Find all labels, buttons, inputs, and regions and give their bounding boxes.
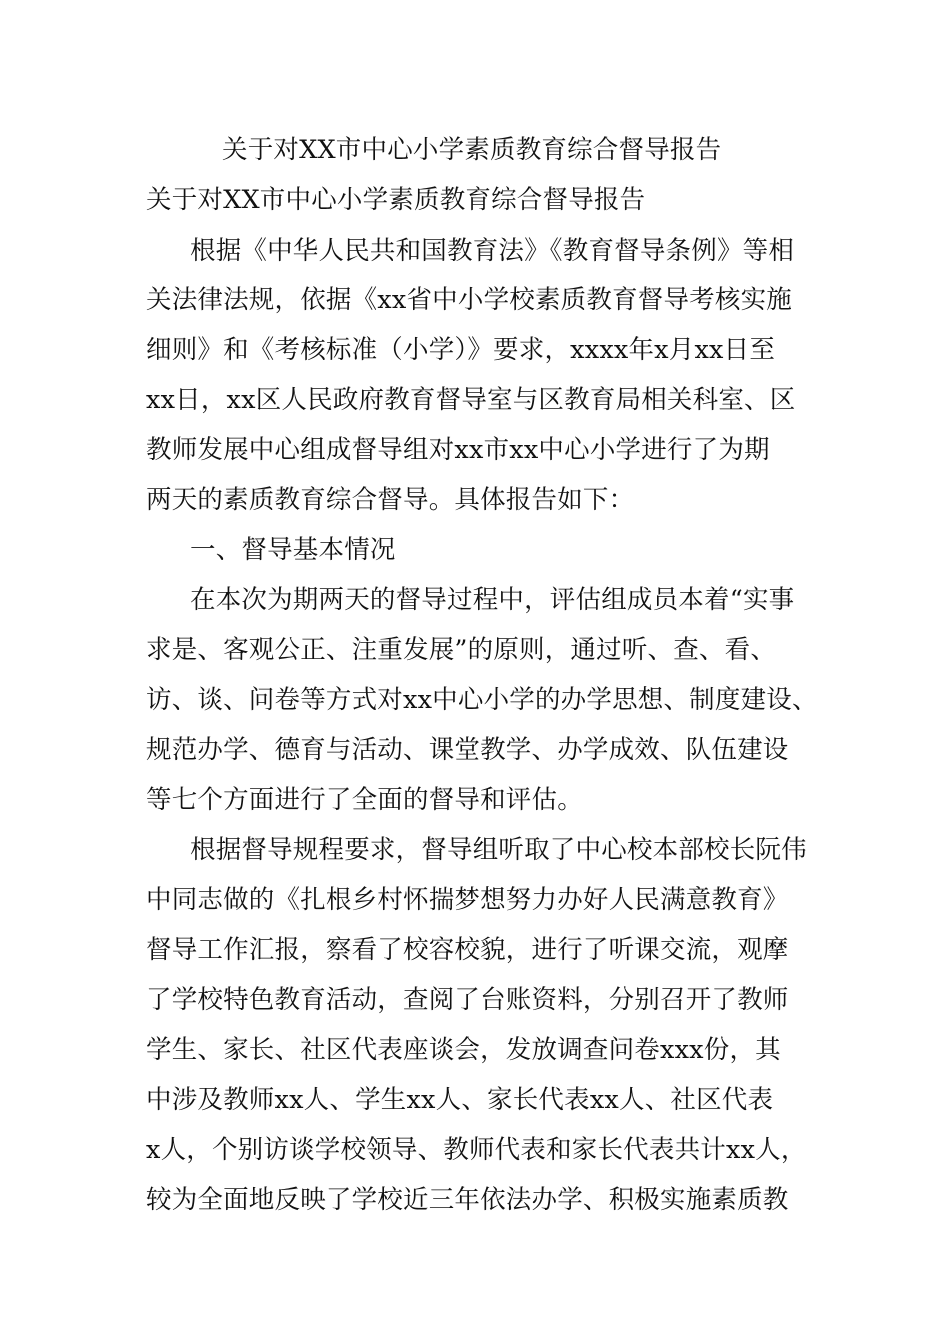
paragraph-line: 中涉及教师xx人、学生xx人、家长代表xx人、社区代表 <box>146 1085 774 1115</box>
paragraph-line: 求是、客观公正、注重发展”的原则，通过听、查、看、 <box>146 635 777 665</box>
paragraph-line: 关法律法规，依据《xx省中小学校素质教育督导考核实施 <box>146 285 792 315</box>
paragraph-line: 两天的素质教育综合督导。具体报告如下： <box>146 485 635 515</box>
paragraph-line: 较为全面地反映了学校近三年依法办学、积极实施素质教 <box>146 1185 789 1215</box>
paragraph-line: 根据《中华人民共和国教育法》《教育督导条例》等相 <box>190 236 795 266</box>
paragraph-line: 教师发展中心组成督导组对xx市xx中心小学进行了为期 <box>146 435 770 465</box>
paragraph-line: xx日，xx区人民政府教育督导室与区教育局相关科室、区 <box>146 385 796 415</box>
document-subtitle: 关于对XX市中心小学素质教育综合督导报告 <box>146 185 646 215</box>
paragraph-line: x人，个别访谈学校领导、教师代表和家长代表共计xx人， <box>146 1135 807 1165</box>
paragraph-line: 了学校特色教育活动，查阅了台账资料，分别召开了教师 <box>146 985 789 1015</box>
paragraph-line: 在本次为期两天的督导过程中，评估组成员本着“实事 <box>190 585 795 615</box>
document-title: 关于对XX市中心小学素质教育综合督导报告 <box>222 135 722 165</box>
section-heading: 一、督导基本情况 <box>190 535 396 565</box>
paragraph-line: 访、谈、问卷等方式对xx中心小学的办学思想、制度建设、 <box>146 685 818 715</box>
paragraph-line: 督导工作汇报，察看了校容校貌，进行了听课交流，观摩 <box>146 935 789 965</box>
paragraph-line: 学生、家长、社区代表座谈会，发放调查问卷xxx份，其 <box>146 1035 781 1065</box>
paragraph-line: 根据督导规程要求，督导组听取了中心校本部校长阮伟 <box>190 835 807 865</box>
paragraph-line: 细则》和《考核标准（小学）》要求，xxxx年x月xx日至 <box>146 335 776 365</box>
paragraph-line: 规范办学、德育与活动、课堂教学、办学成效、队伍建设 <box>146 735 789 765</box>
paragraph-line: 等七个方面进行了全面的督导和评估。 <box>146 785 583 815</box>
paragraph-line: 中同志做的《扎根乡村怀揣梦想努力办好人民满意教育》 <box>146 885 789 915</box>
